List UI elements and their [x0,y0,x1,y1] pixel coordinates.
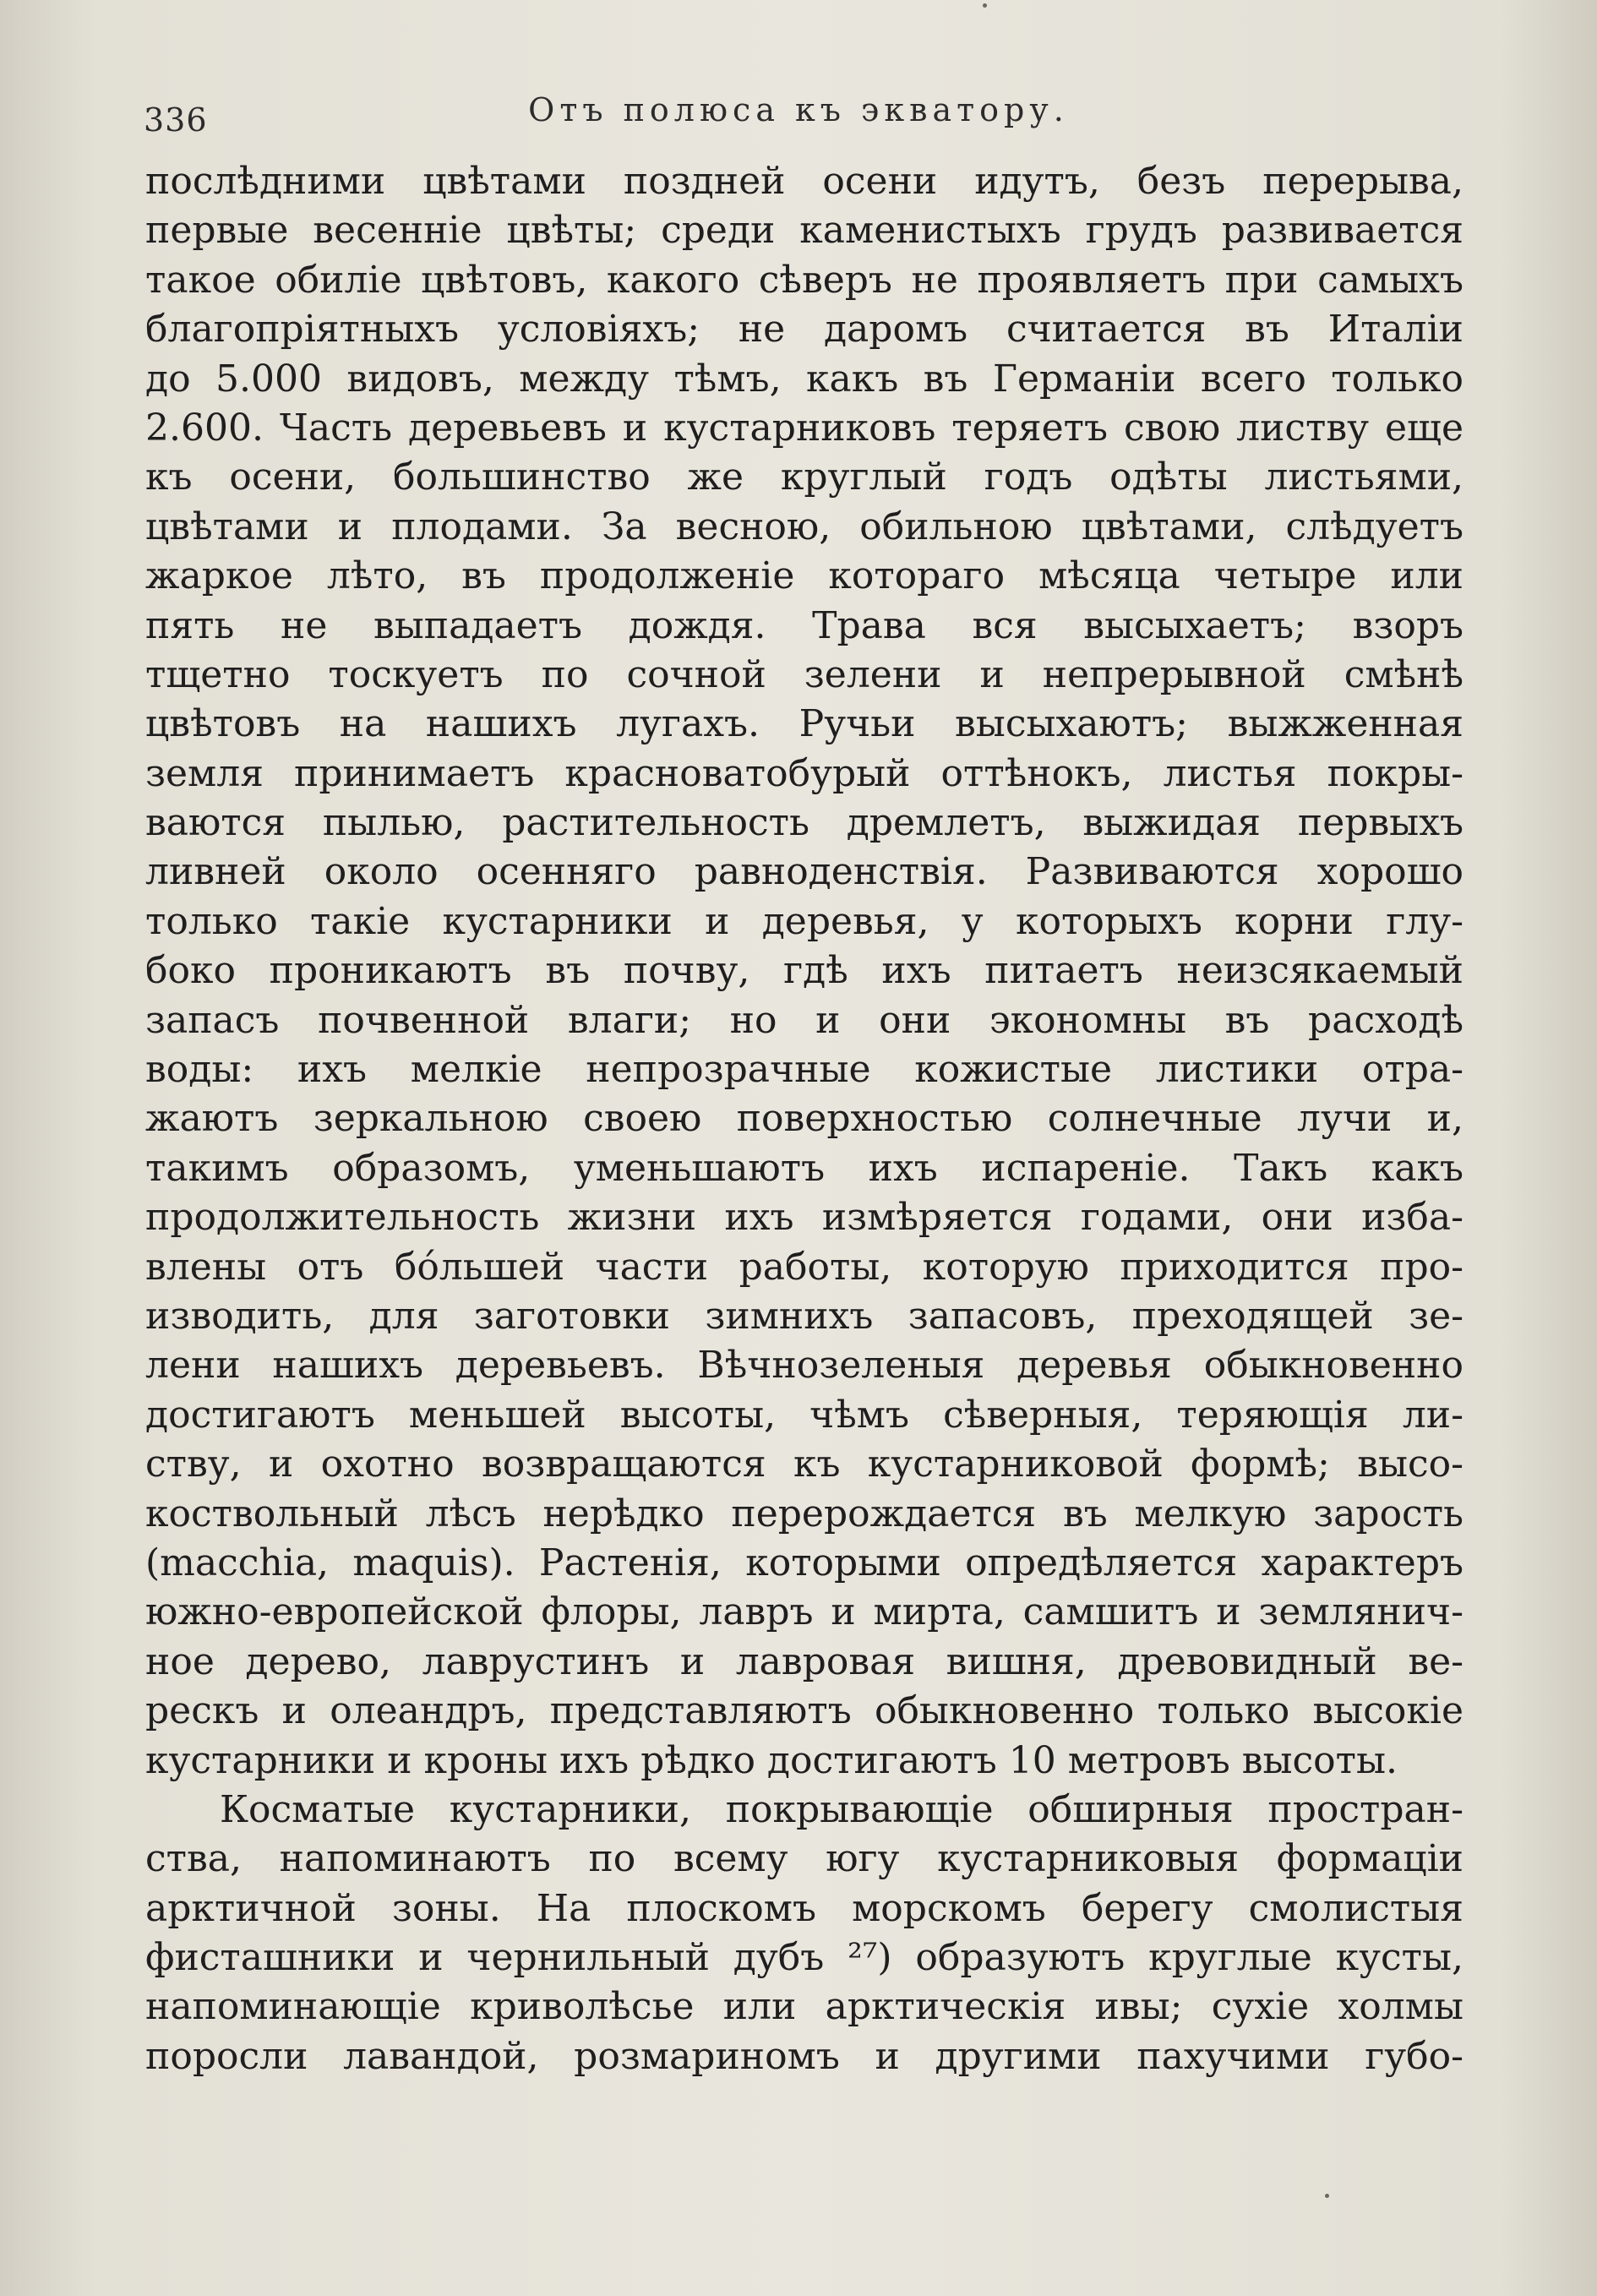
text-line: только такіе кустарники и деревья, у которыхъ корни глу- [145,899,1463,943]
text-line: такимъ образомъ, уменьшаютъ ихъ испареніе. Такъ какъ [145,1146,1463,1190]
text-line: запасъ почвенной влаги; но и они экономны въ расходѣ [145,998,1463,1042]
text-line: цвѣтами и плодами. За весною, обильною цвѣтами, слѣдуетъ [145,504,1463,548]
text-line: благопріятныхъ условіяхъ; не даромъ считается въ Италіи [145,308,1463,352]
text-line: ства, напоминаютъ по всему югу кустарниковыя формаціи [145,1837,1463,1881]
running-title: Отъ полюса къ экватору. [528,91,1069,128]
ink-speck [983,3,987,8]
text-line: земля принимаетъ красноватобурый оттѣнокъ, листья покры- [145,751,1463,795]
text-line: рескъ и олеандръ, представляютъ обыкновенно только высокіе [145,1689,1463,1733]
text-line: арктичной зоны. На плоскомъ морскомъ берегу смолистыя [145,1886,1463,1930]
text-line: влены отъ бóльшей части работы, которую приходится про- [145,1245,1463,1289]
text-line: такое обиліе цвѣтовъ, какого сѣверъ не проявляетъ при самыхъ [145,258,1463,302]
text-line: ваются пылью, растительность дремлетъ, выжидая первыхъ [145,801,1463,845]
text-line: жаркое лѣто, въ продолженіе котораго мѣсяца четыре или [145,554,1463,598]
text-line: ливней около осенняго равноденствія. Развиваются хорошо [145,850,1463,894]
text-line: къ осени, большинство же круглый годъ одѣты листьями, [145,455,1463,499]
text-line: поросли лавандой, розмариномъ и другими пахучими губо- [145,2034,1463,2078]
text-line: пять не выпадаетъ дождя. Трава вся высыхаетъ; взоръ [145,603,1463,647]
text-line: лени нашихъ деревьевъ. Вѣчнозеленыя деревья обыкновенно [145,1344,1463,1388]
page-header [144,91,1453,142]
text-line: тщетно тоскуетъ по сочной зелени и непрерывной смѣнѣ [145,652,1463,696]
text-line: воды: ихъ мелкіе непрозрачные кожистые листики отра- [145,1048,1463,1092]
ink-speck [1325,2194,1329,2198]
page-number: 336 [144,101,208,139]
text-line: 2.600. Часть деревьевъ и кустарниковъ теряетъ свою листву еще [145,406,1463,450]
text-line: южно-европейской флоры, лавръ и мирта, самшитъ и землянич- [145,1590,1463,1634]
text-line: кустарники и кроны ихъ рѣдко достигаютъ 10 метровъ высоты. [145,1738,1398,1782]
text-line: ству, и охотно возвращаются къ кустарниковой формѣ; высо- [145,1442,1463,1486]
text-line: первые весенніе цвѣты; среди каменистыхъ грудъ развивается [145,209,1463,253]
paragraph [145,157,1463,1786]
text-line: изводить, для заготовки зимнихъ запасовъ, преходящей зе- [145,1294,1463,1338]
text-line: (macchia, maquis). Растенія, которыми опредѣляется характеръ [145,1541,1463,1584]
text-line: цвѣтовъ на нашихъ лугахъ. Ручьи высыхаютъ; выжженная [145,702,1463,746]
text-line: жаютъ зеркальною своею поверхностью солнечные лучи и, [145,1097,1463,1141]
text-line: продолжительность жизни ихъ измѣряется годами, они изба- [145,1196,1463,1240]
paragraph [145,1786,1463,2081]
text-line: послѣдними цвѣтами поздней осени идутъ, безъ перерыва, [145,160,1463,203]
text-line: боко проникаютъ въ почву, гдѣ ихъ питаетъ неизсякаемый [145,949,1463,993]
body-text [145,157,1463,2081]
text-line: достигаютъ меньшей высоты, чѣмъ сѣверныя, теряющія ли- [145,1393,1463,1437]
text-line: ное дерево, лаврустинъ и лавровая вишня, древовидный ве- [145,1639,1463,1683]
text-line: Косматые кустарники, покрывающіе обширныя простран- [220,1787,1463,1831]
text-line: фисташники и чернильный дубъ ²⁷) образуютъ круглые кусты, [145,1936,1463,1980]
text-line: до 5.000 видовъ, между тѣмъ, какъ въ Германіи всего только [145,357,1463,401]
text-line: коствольный лѣсъ нерѣдко перерождается въ мелкую зарость [145,1492,1463,1535]
text-line: напоминающіе криволѣсье или арктическія ивы; сухіе холмы [145,1985,1463,2029]
